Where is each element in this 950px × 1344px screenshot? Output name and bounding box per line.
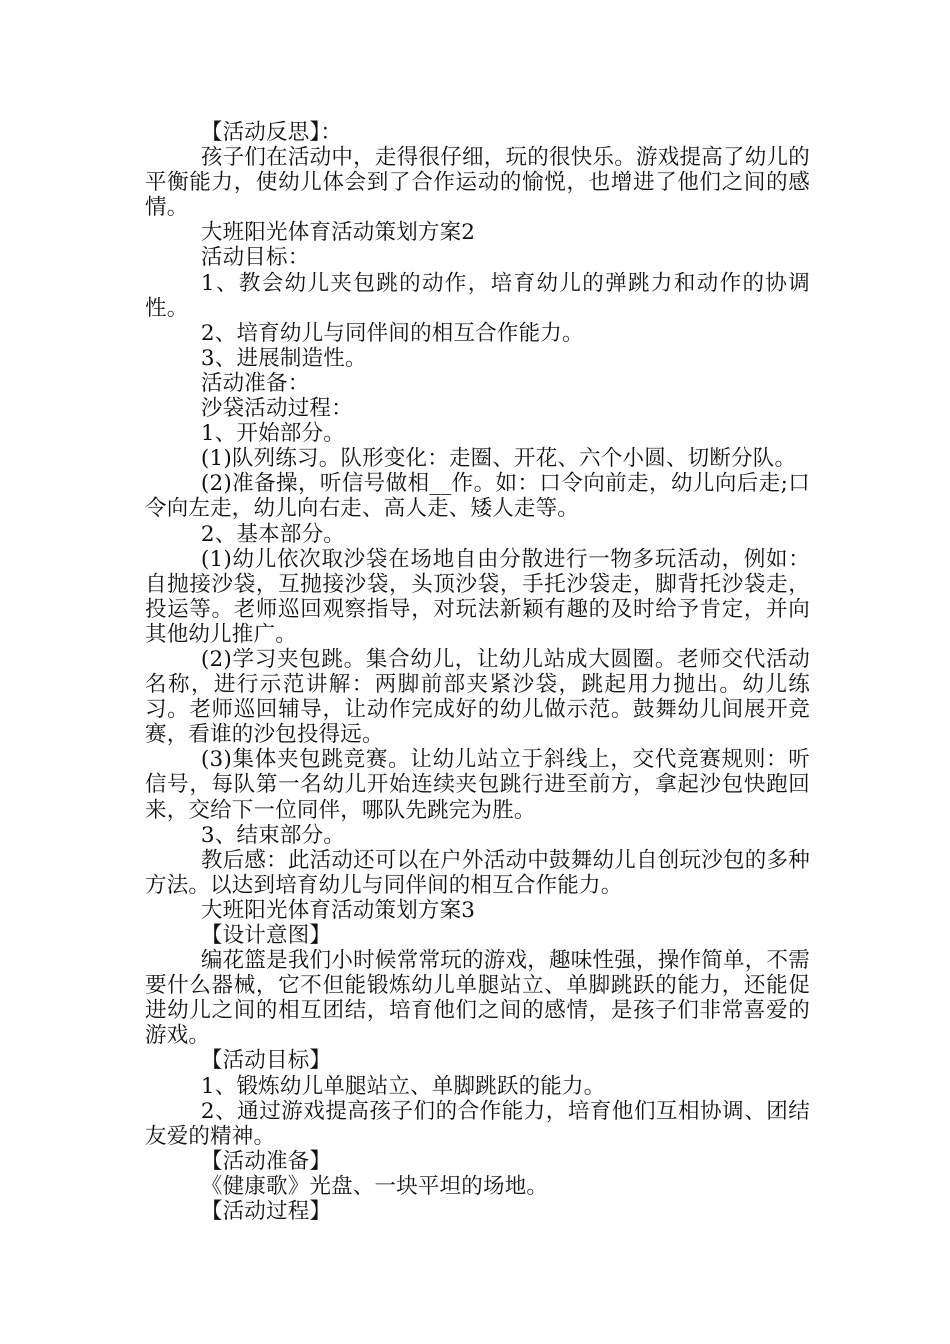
list-item: 1、教会幼儿夹包跳的动作，培育幼儿的弹跳力和动作的协调性。 bbox=[145, 270, 810, 321]
section-title: 大班阳光体育活动策划方案2 bbox=[200, 220, 476, 246]
list-item: 1、锻炼幼儿单腿站立、单脚跳跃的能力。 bbox=[200, 1073, 606, 1099]
heading-goals: 【活动目标】 bbox=[200, 1048, 332, 1074]
paragraph: 孩子们在活动中，走得很仔细，玩的很快乐。游戏提高了幼儿的平衡能力，使幼儿体会到了合作运动的愉悦，也增进了他们之间的感情。 bbox=[145, 145, 810, 221]
document-body bbox=[145, 120, 810, 1224]
list-item: (1)幼儿依次取沙袋在场地自由分散进行一物多玩活动，例如：自抛接沙袋，互抛接沙袋，头顶沙袋，手托沙袋走，脚背托沙袋走，投运等。老师巡回观察指导，对玩法新颖有趣的及时给予肯定，并向其他幼儿推广。 bbox=[145, 546, 810, 647]
list-item: 3、结束部分。 bbox=[200, 822, 345, 848]
heading-process: 沙袋活动过程： bbox=[200, 396, 353, 422]
list-item: (1)队列练习。队形变化：走圈、开花、六个小圆、切断分队。 bbox=[200, 446, 797, 472]
list-item: 2、通过游戏提高孩子们的合作能力，培育他们互相协调、团结友爱的精神。 bbox=[145, 1098, 810, 1149]
paragraph: 编花篮是我们小时候常常玩的游戏，趣味性强，操作简单，不需要什么器械，它不但能锻炼幼儿单腿站立、单脚跳跃的能力，还能促进幼儿之间的相互团结，培育他们之间的感情，是孩子们非常喜爱的游戏。 bbox=[145, 948, 810, 1049]
paragraph: 《健康歌》光盘、一块平坦的场地。 bbox=[200, 1173, 549, 1199]
heading-design-intent: 【设计意图】 bbox=[200, 923, 332, 948]
heading-preparation: 【活动准备】 bbox=[200, 1148, 332, 1174]
list-item: 2、基本部分。 bbox=[200, 521, 345, 547]
heading-goals: 活动目标： bbox=[200, 245, 310, 271]
list-item: (2)准备操，听信号做相__作。如：口令向前走，幼儿向后走;口令向左走，幼儿向右走、高人走、矮人走等。 bbox=[145, 471, 810, 522]
list-item: (2)学习夹包跳。集合幼儿，让幼儿站成大圆圈。老师交代活动名称，进行示范讲解：两脚前部夹紧沙袋，跳起用力抛出。幼儿练习。老师巡回辅导，让动作完成好的幼儿做示范。鼓舞幼儿间展开竞赛，看谁的沙包投得远。 bbox=[145, 646, 810, 748]
list-item: 3、进展制造性。 bbox=[200, 345, 367, 371]
paragraph: 教后感：此活动还可以在户外活动中鼓舞幼儿自创玩沙包的多种方法。以达到培育幼儿与同伴间的相互合作能力。 bbox=[145, 847, 810, 898]
heading-preparation: 活动准备： bbox=[200, 370, 310, 396]
heading-reflection: 【活动反思】： bbox=[200, 120, 343, 145]
list-item: 2、培育幼儿与同伴间的相互合作能力。 bbox=[200, 320, 584, 346]
list-item: (3)集体夹包跳竞赛。让幼儿站立于斜线上，交代竞赛规则：听信号，每队第一名幼儿开始连续夹包跳行进至前方，拿起沙包快跑回来，交给下一位同伴，哪队先跳完为胜。 bbox=[145, 747, 810, 823]
section-title: 大班阳光体育活动策划方案3 bbox=[200, 897, 476, 923]
heading-process: 【活动过程】 bbox=[200, 1199, 332, 1225]
list-item: 1、开始部分。 bbox=[200, 421, 345, 447]
